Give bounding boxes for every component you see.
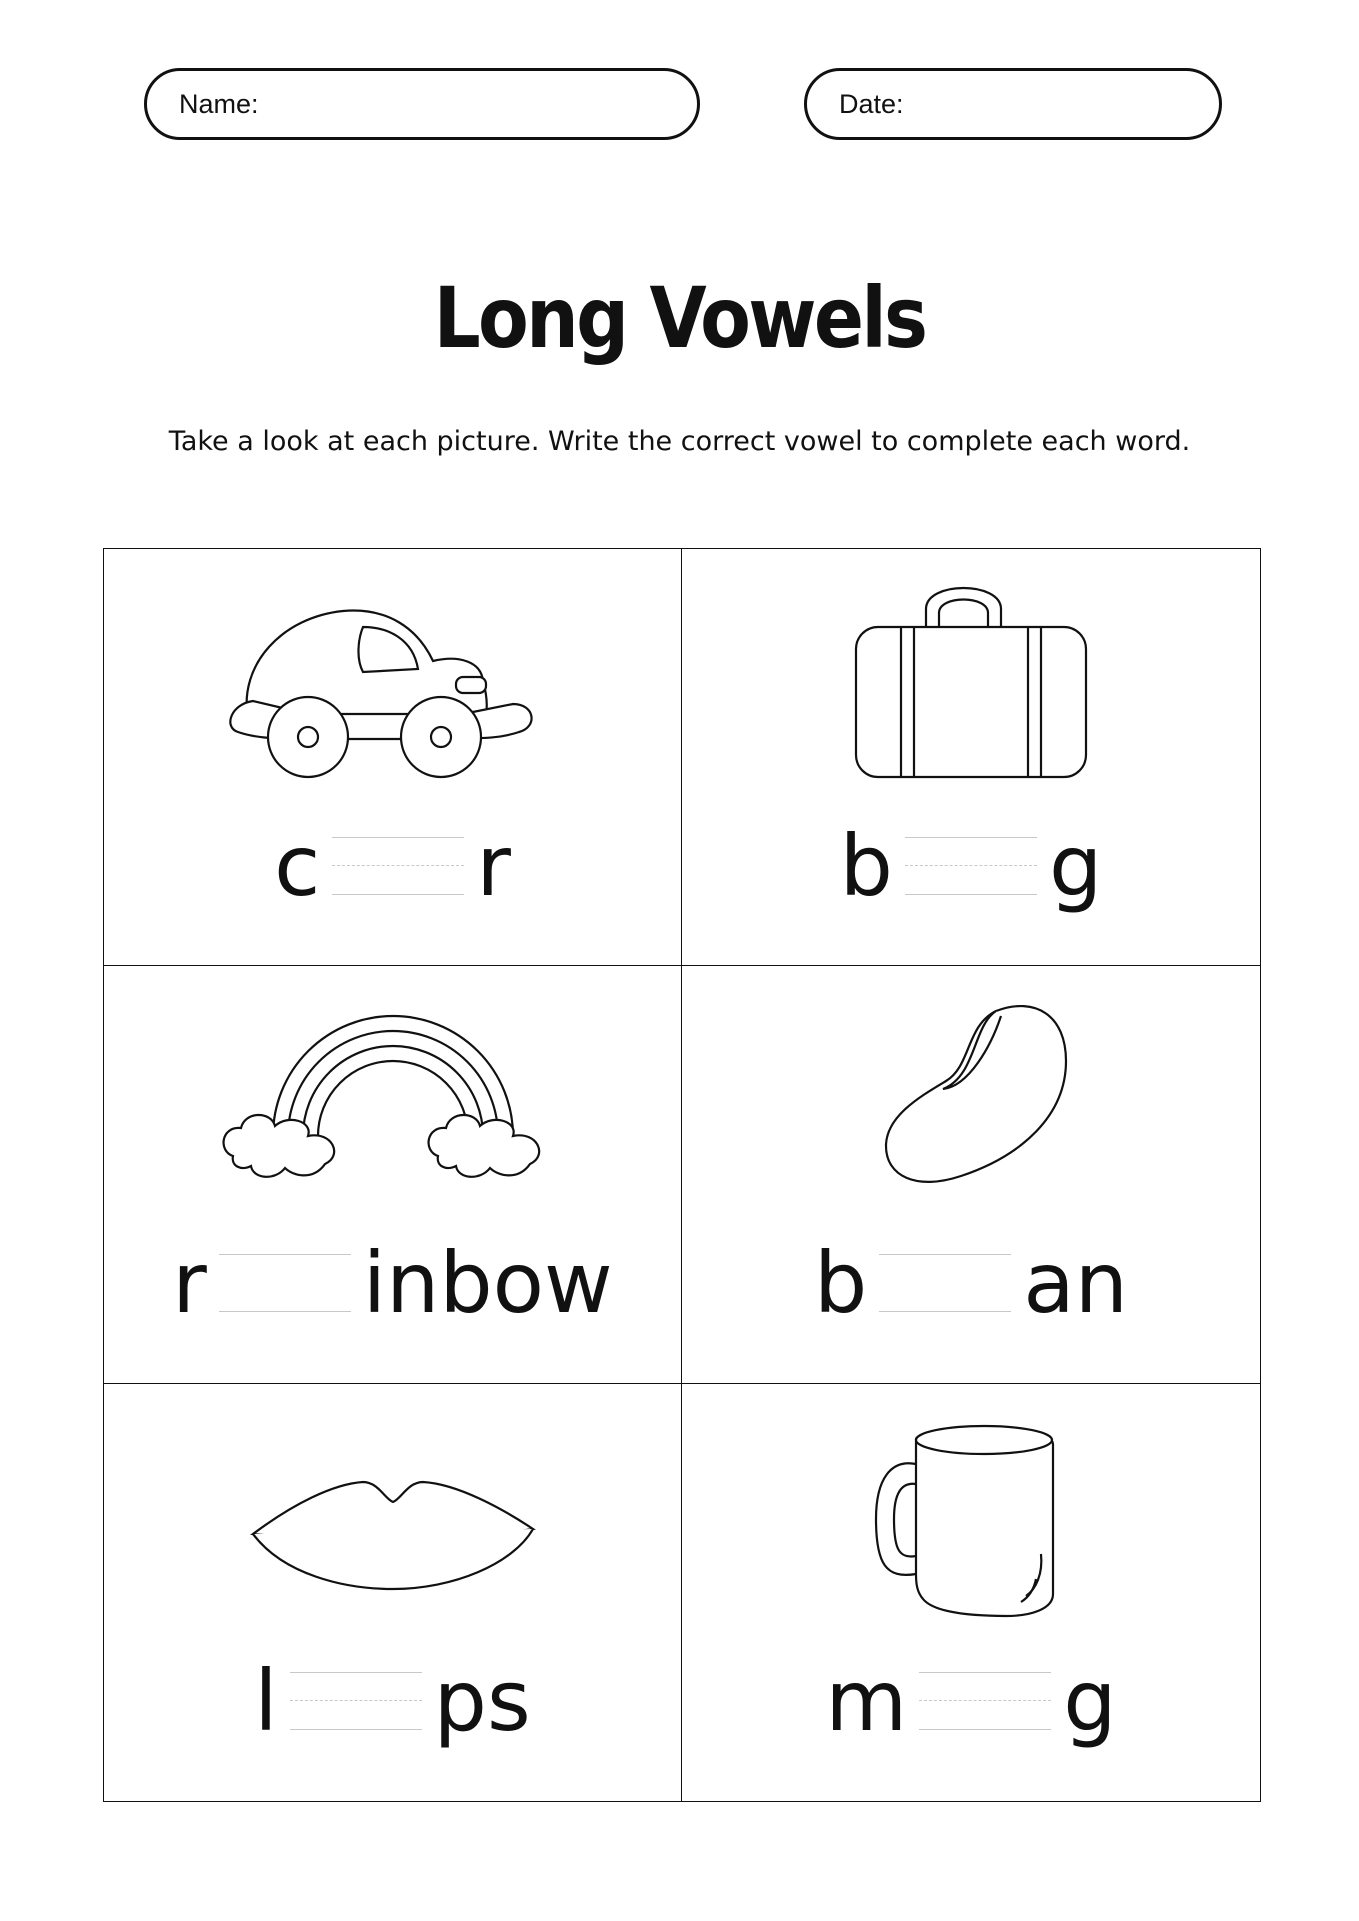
date-field[interactable] <box>804 68 1222 140</box>
mug-icon <box>791 1404 1151 1624</box>
word-start: c <box>274 817 321 915</box>
vowel-blank[interactable] <box>879 1254 1011 1312</box>
exercise-grid <box>103 548 1261 1802</box>
instructions: Take a look at each picture. Write the correct vowel to complete each word. <box>168 426 1191 457</box>
word-end: g <box>1063 1651 1117 1750</box>
word-end: g <box>1049 817 1103 915</box>
lips-icon <box>213 1404 573 1624</box>
word-start: b <box>839 817 893 915</box>
word-bag <box>682 817 1260 915</box>
exercise-cell-suitcase <box>682 549 1260 966</box>
vowel-blank[interactable] <box>332 837 464 895</box>
word-end: an <box>1023 1234 1129 1333</box>
word-end: inbow <box>362 1234 613 1333</box>
word-bean <box>682 1234 1260 1333</box>
vowel-blank[interactable] <box>905 837 1037 895</box>
word-start: b <box>813 1234 868 1333</box>
word-lips <box>104 1651 681 1750</box>
word-mug <box>682 1651 1260 1750</box>
name-field[interactable] <box>144 68 700 140</box>
word-start: r <box>172 1234 207 1333</box>
bean-icon <box>791 986 1151 1206</box>
word-start: l <box>254 1651 278 1750</box>
page-title: Long Vowels <box>433 269 926 367</box>
vowel-blank[interactable] <box>919 1672 1051 1730</box>
word-end: r <box>476 817 511 915</box>
exercise-cell-rainbow <box>104 966 682 1383</box>
word-rainbow <box>104 1234 681 1333</box>
date-label: Date: <box>839 88 904 119</box>
rainbow-icon <box>213 986 573 1206</box>
exercise-cell-car <box>104 549 682 966</box>
exercise-cell-lips <box>104 1384 682 1801</box>
exercise-cell-bean <box>682 966 1260 1383</box>
word-start: m <box>825 1651 908 1750</box>
car-icon <box>213 569 573 789</box>
suitcase-icon <box>791 569 1151 789</box>
vowel-blank[interactable] <box>290 1672 422 1730</box>
word-car <box>104 817 681 915</box>
name-label: Name: <box>179 88 259 119</box>
vowel-blank[interactable] <box>219 1254 351 1312</box>
word-end: ps <box>433 1651 531 1750</box>
exercise-cell-mug <box>682 1384 1260 1801</box>
